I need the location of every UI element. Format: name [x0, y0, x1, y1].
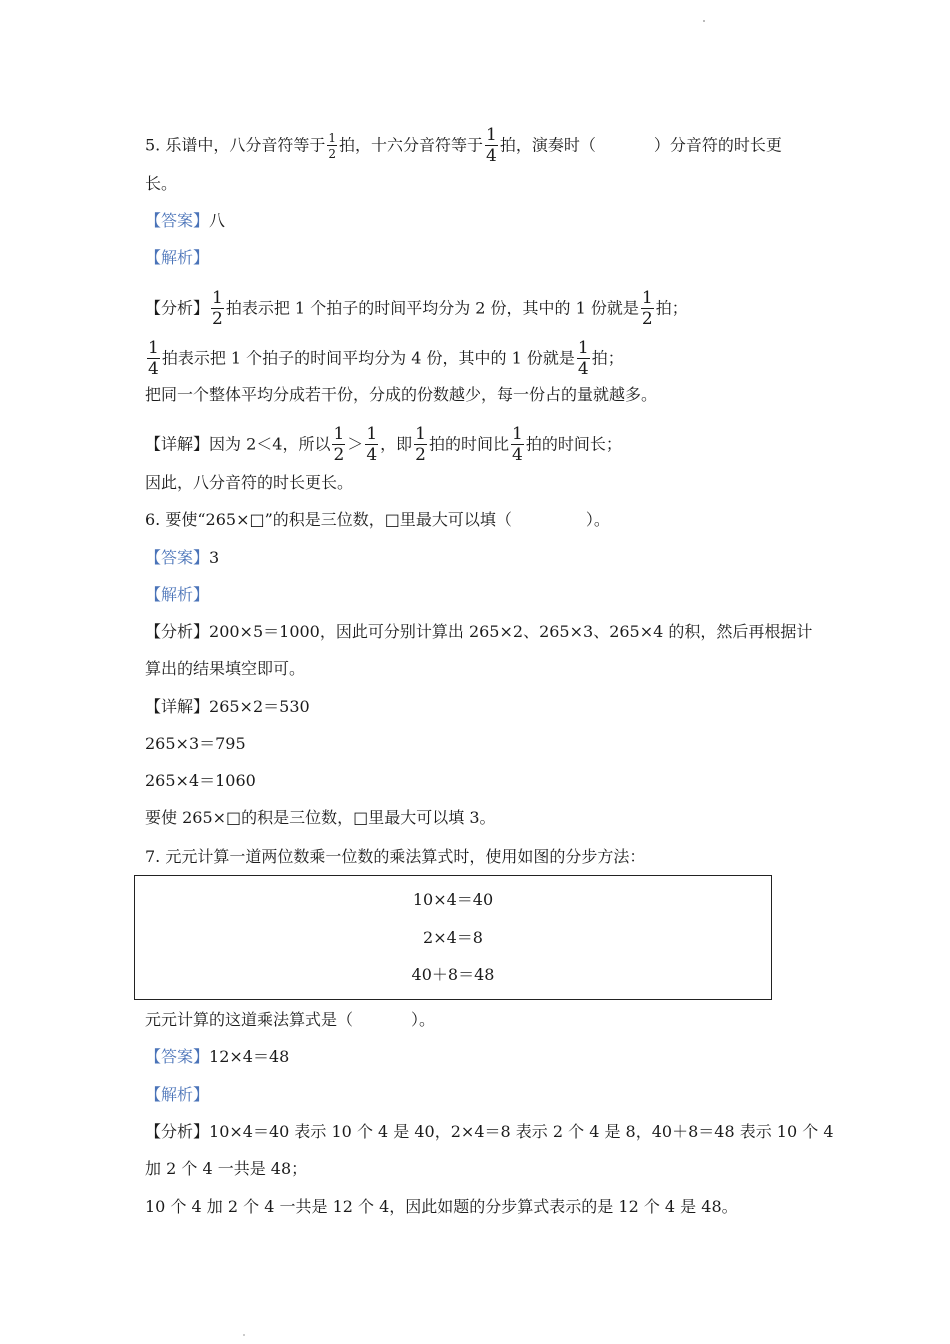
q5-answer — [145, 209, 225, 233]
q7-fenxi-line1: 【分析】10×4＝40 表示 10 个 4 是 40，2×4＝8 表示 2 个 4 是 8，40＋8＝48 表示 10 个 4 — [145, 1122, 834, 1141]
fraction-quarter: $\frac{1}{4}$ — [148, 338, 159, 379]
answer-tag: 【答案】 — [145, 211, 210, 230]
q5-text-c: 拍，演奏时（ — [499, 135, 596, 155]
q6-answer — [145, 546, 219, 570]
q7-fenxi-line2: 加 2 个 4 一共是 48； — [145, 1159, 308, 1178]
q6-analysis-tag: 【解析】 — [145, 585, 210, 604]
fraction-half: $\frac{1}{2}$ — [641, 288, 653, 329]
q6-fenxi-line2: 算出的结果填空即可。 — [145, 659, 306, 678]
q7-prompt: 元元计算的这道乘法算式是（ ）。 — [145, 1010, 436, 1029]
xiangjie-tag: 【详解】 — [145, 697, 210, 716]
q5-fenxi-line3: 把同一个整体平均分成若干份，分成的份数越少，每一份占的量就越多。 — [145, 385, 658, 404]
answer-text: 八 — [209, 211, 226, 230]
fenxi-tag: 【分析】 — [145, 298, 210, 318]
answer-text: 3 — [209, 548, 220, 567]
fraction-quarter: $\frac{1}{4}$ — [577, 338, 589, 379]
fraction-quarter: $\frac{1}{4}$ — [366, 424, 378, 465]
q5-question-line2: 长。 — [145, 174, 178, 193]
q7-step-1: 10×4＝40 — [412, 890, 494, 909]
q7-answer — [145, 1045, 289, 1069]
answer-tag: 【答案】 — [145, 1047, 210, 1066]
q7-steps-box — [134, 875, 772, 1000]
q5-conclusion: 因此，八分音符的时长更长。 — [145, 473, 354, 492]
q5-text-d: ）分音符的时长更 — [653, 135, 782, 155]
q5-question-line1 — [145, 127, 782, 165]
footer-mark — [243, 1334, 245, 1336]
q7-analysis-tag: 【解析】 — [145, 1085, 210, 1104]
q7-step-2: 2×4＝8 — [423, 928, 483, 947]
q6-question: 6. 要使“265×□”的积是三位数，□里最大可以填（ ）。 — [145, 510, 610, 529]
greater-than: ＞ — [347, 434, 364, 454]
fenxi-tag: 【分析】 — [145, 1122, 210, 1141]
fraction-half: $\frac{1}{2}$ — [415, 424, 426, 465]
xiangjie-tag: 【详解】 — [145, 434, 210, 454]
q5-analysis-tag: 【解析】 — [145, 248, 210, 267]
fraction-half: $\frac{1}{2}$ — [333, 424, 345, 465]
q6-xiangjie: 【详解】265×2＝530 — [145, 697, 310, 716]
fraction-half: $\frac{1}{2}$ — [212, 288, 223, 329]
q7-question: 7. 元元计算一道两位数乘一位数的乘法算式时，使用如图的分步方法： — [145, 847, 646, 866]
q5-text-a: 5. 乐谱中，八分音符等于 — [145, 135, 326, 155]
q6-calc3: 265×4＝1060 — [145, 771, 256, 790]
answer-tag: 【答案】 — [145, 548, 210, 567]
fraction-quarter: $\frac{1}{4}$ — [512, 424, 523, 465]
q5-fraction-eighth: $\frac{1}{2}$ — [328, 131, 336, 161]
q5-text-b: 拍，十六分音符等于 — [339, 135, 484, 155]
q7-fenxi-line3: 10 个 4 加 2 个 4 一共是 12 个 4，因此如题的分步算式表示的是 12 个 4 是 48。 — [145, 1197, 738, 1216]
q6-conclusion: 要使 265×□的积是三位数，□里最大可以填 3。 — [145, 808, 496, 827]
q5-xiangjie: 【详解】因为 2＜4，所以 $\frac{1}{2}$ ＞ $\frac{1}{4}$ ，即 $\frac{1}{2}$ 拍的时间比 $\frac{1}{4}$ 拍的时间长； — [145, 424, 622, 465]
corner-mark — [703, 20, 705, 22]
q5-fenxi-line2: $\frac{1}{4}$ 拍表示把 1 个拍子的时间平均分为 4 份，其中的 1 份就是 $\frac{1}{4}$ 拍； — [148, 338, 624, 379]
fenxi-tag: 【分析】 — [145, 622, 210, 641]
q6-fenxi-line1: 【分析】200×5＝1000，因此可分别计算出 265×2、265×3、265×4 的积，然后再根据计 — [145, 622, 813, 641]
q5-fraction-sixteenth: $\frac{1}{4}$ — [486, 125, 497, 166]
q5-fenxi-line1: 【分析】 $\frac{1}{2}$ 拍表示把 1 个拍子的时间平均分为 2 份，其中的 1 份就是 $\frac{1}{2}$ 拍； — [145, 288, 688, 329]
q6-calc2: 265×3＝795 — [145, 734, 246, 753]
q7-step-3: 40＋8＝48 — [411, 965, 495, 984]
answer-text: 12×4＝48 — [209, 1047, 290, 1066]
